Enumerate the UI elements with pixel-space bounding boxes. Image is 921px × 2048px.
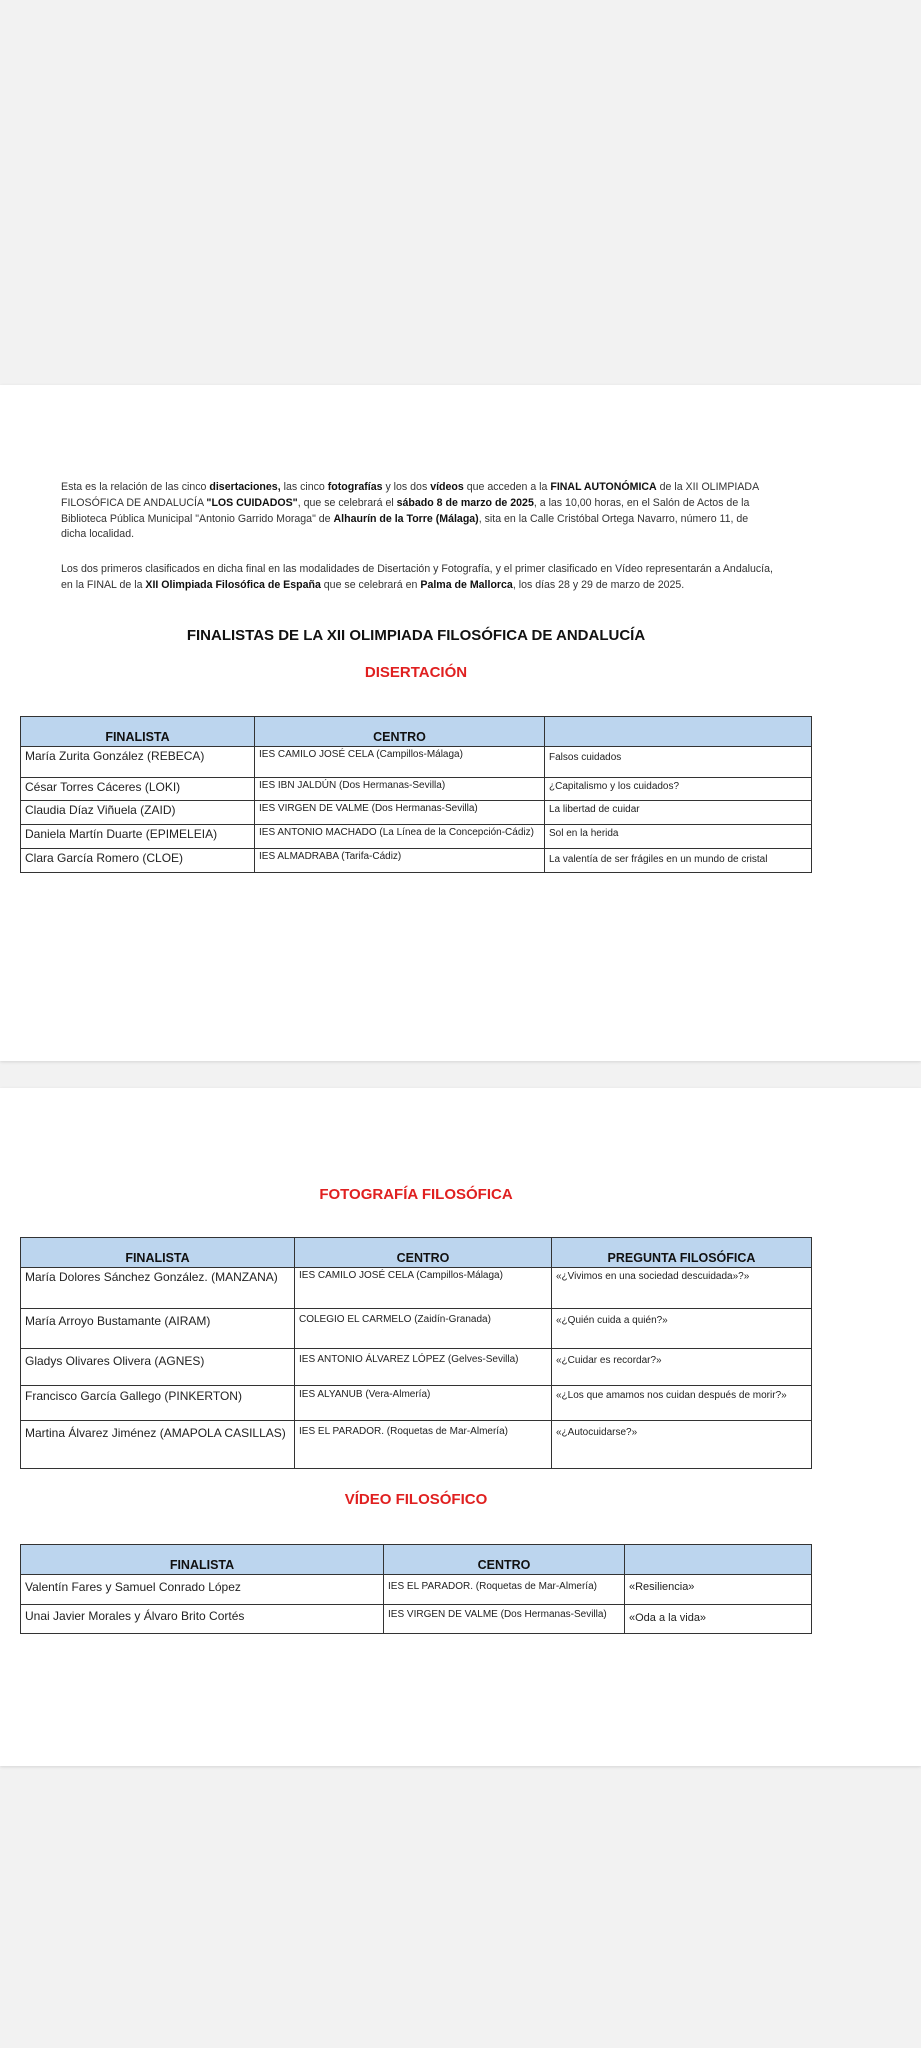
intro-segment: , sita en la Calle Cristóbal Ortega Navarro, número 11, de dicha localidad. bbox=[61, 512, 749, 541]
finalista-cell: Daniela Martín Duarte (EPIMELEIA) bbox=[21, 825, 255, 849]
intro-segment: , los días 28 y 29 de marzo de 2025. bbox=[512, 578, 685, 591]
centro-cell: IES ALMADRABA (Tarifa-Cádiz) bbox=[255, 849, 545, 873]
pregunta-cell: «¿Quién cuida a quién?» bbox=[552, 1309, 812, 1349]
tema-cell: Sol en la herida bbox=[545, 825, 812, 849]
pregunta-cell: «¿Los que amamos nos cuidan después de morir?» bbox=[552, 1386, 812, 1421]
table-row bbox=[21, 849, 812, 873]
header-finalista: FINALISTA bbox=[21, 1238, 295, 1268]
finalista-cell: Unai Javier Morales y Álvaro Brito Cortés bbox=[21, 1605, 384, 1634]
table-row bbox=[21, 747, 812, 778]
intro-segment: "LOS CUIDADOS" bbox=[206, 496, 298, 509]
header-finalista: FINALISTA bbox=[21, 1545, 384, 1575]
table-row bbox=[21, 801, 812, 825]
table-row bbox=[21, 1575, 812, 1605]
table-row bbox=[21, 825, 812, 849]
header-centro: CENTRO bbox=[295, 1238, 552, 1268]
video-table bbox=[20, 1544, 812, 1634]
finalista-cell: María Arroyo Bustamante (AIRAM) bbox=[21, 1309, 295, 1349]
tema-cell: La valentía de ser frágiles en un mundo de cristal bbox=[545, 849, 812, 873]
finalista-cell: Gladys Olivares Olivera (AGNES) bbox=[21, 1349, 295, 1386]
centro-cell: IES ALYANUB (Vera-Almería) bbox=[295, 1386, 552, 1421]
intro-segment: que acceden a la bbox=[463, 481, 551, 493]
document-page-2 bbox=[0, 1088, 921, 1766]
table-row bbox=[21, 1605, 812, 1634]
titulo-cell: «Resiliencia» bbox=[625, 1575, 812, 1605]
finalista-cell: Valentín Fares y Samuel Conrado López bbox=[21, 1575, 384, 1605]
centro-cell: IES EL PARADOR. (Roquetas de Mar-Almería) bbox=[295, 1421, 552, 1469]
intro-segment: disertaciones, bbox=[209, 481, 281, 493]
finalista-cell: Francisco García Gallego (PINKERTON) bbox=[21, 1386, 295, 1421]
centro-cell: IES ANTONIO ÁLVAREZ LÓPEZ (Gelves-Sevilla) bbox=[295, 1349, 552, 1386]
intro-segment: , que se celebrará el bbox=[297, 496, 397, 509]
table-row bbox=[21, 1421, 812, 1469]
header-centro: CENTRO bbox=[255, 717, 545, 747]
header-finalista: FINALISTA bbox=[21, 717, 255, 747]
intro-segment: , a las 10,00 horas, en el Salón de Actos de la Biblioteca Pública Municipal "Antonio Garrido Moraga" de bbox=[61, 496, 750, 525]
finalista-cell: María Dolores Sánchez González. (MANZANA) bbox=[21, 1268, 295, 1309]
intro-segment: Esta es la relación de las cinco bbox=[61, 481, 210, 493]
tema-cell: La libertad de cuidar bbox=[545, 801, 812, 825]
centro-cell: IES CAMILO JOSÉ CELA (Campillos-Málaga) bbox=[255, 747, 545, 778]
intro-segment: que se celebrará en bbox=[320, 578, 421, 591]
header-centro: CENTRO bbox=[384, 1545, 625, 1575]
intro-segment: XII Olimpiada Filosófica de España bbox=[145, 578, 321, 591]
table-row bbox=[21, 1268, 812, 1309]
intro-segment: vídeos bbox=[430, 481, 464, 493]
intro-segment: de la XII OLIMPIADA FILOSÓFICA DE ANDALUCÍA bbox=[61, 481, 759, 509]
table-row bbox=[21, 1309, 812, 1349]
table-row bbox=[21, 778, 812, 801]
centro-cell: IES ANTONIO MACHADO (La Línea de la Concepción-Cádiz) bbox=[255, 825, 545, 849]
disertacion-title: DISERTACIÓN bbox=[364, 664, 468, 681]
header-pregunta: PREGUNTA FILOSÓFICA bbox=[552, 1238, 812, 1268]
finalista-cell: Clara García Romero (CLOE) bbox=[21, 849, 255, 873]
header-tema bbox=[545, 717, 812, 747]
intro-segment: Los dos primeros clasificados en dicha final en las modalidades de Disertación y Fotografía, y el primer clasificado en Vídeo representarán a Andalucía, en la FINAL de la bbox=[61, 563, 773, 591]
document-page-1 bbox=[0, 385, 921, 1061]
tema-cell: Falsos cuidados bbox=[545, 747, 812, 778]
finalista-cell: César Torres Cáceres (LOKI) bbox=[21, 778, 255, 801]
pregunta-cell: «¿Autocuidarse?» bbox=[552, 1421, 812, 1469]
tema-cell: ¿Capitalismo y los cuidados? bbox=[545, 778, 812, 801]
intro-segment: FINAL AUTONÓMICA bbox=[550, 481, 657, 493]
centro-cell: COLEGIO EL CARMELO (Zaidín-Granada) bbox=[295, 1309, 552, 1349]
centro-cell: IES VIRGEN DE VALME (Dos Hermanas-Sevilla) bbox=[255, 801, 545, 825]
table-row bbox=[21, 1386, 812, 1421]
video-title: VÍDEO FILOSÓFICO bbox=[344, 1491, 488, 1508]
finalista-cell: Martina Álvarez Jiménez (AMAPOLA CASILLAS) bbox=[21, 1421, 295, 1469]
disertacion-table bbox=[20, 716, 812, 873]
centro-cell: IES IBN JALDÚN (Dos Hermanas-Sevilla) bbox=[255, 778, 545, 801]
table-header-row bbox=[21, 717, 812, 747]
header-titulo bbox=[625, 1545, 812, 1575]
intro-segment: fotografías bbox=[327, 481, 383, 493]
intro-segment: Alhaurín de la Torre (Málaga) bbox=[333, 512, 479, 525]
pregunta-cell: «¿Vivimos en una sociedad descuidada»?» bbox=[552, 1268, 812, 1309]
finalista-cell: Claudia Díaz Viñuela (ZAID) bbox=[21, 801, 255, 825]
centro-cell: IES EL PARADOR. (Roquetas de Mar-Almería) bbox=[384, 1575, 625, 1605]
centro-cell: IES VIRGEN DE VALME (Dos Hermanas-Sevilla) bbox=[384, 1605, 625, 1634]
titulo-cell: «Oda a la vida» bbox=[625, 1605, 812, 1634]
main-title: FINALISTAS DE LA XII OLIMPIADA FILOSÓFICA DE ANDALUCÍA bbox=[186, 627, 646, 644]
finalista-cell: María Zurita González (REBECA) bbox=[21, 747, 255, 778]
intro-segment: y los dos bbox=[382, 481, 431, 493]
intro-paragraph-1 bbox=[61, 480, 773, 543]
intro-segment: las cinco bbox=[280, 481, 328, 493]
fotografia-table bbox=[20, 1237, 812, 1469]
intro-paragraph-2 bbox=[61, 562, 773, 594]
intro-text-1 bbox=[61, 480, 773, 543]
intro-text-2 bbox=[61, 562, 773, 594]
table-header-row bbox=[21, 1238, 812, 1268]
intro-segment: Palma de Mallorca bbox=[420, 578, 513, 591]
intro-segment: sábado 8 de marzo de 2025 bbox=[396, 496, 534, 509]
centro-cell: IES CAMILO JOSÉ CELA (Campillos-Málaga) bbox=[295, 1268, 552, 1309]
fotografia-title: FOTOGRAFÍA FILOSÓFICA bbox=[319, 1186, 513, 1203]
table-row bbox=[21, 1349, 812, 1386]
pregunta-cell: «¿Cuidar es recordar?» bbox=[552, 1349, 812, 1386]
table-header-row bbox=[21, 1545, 812, 1575]
